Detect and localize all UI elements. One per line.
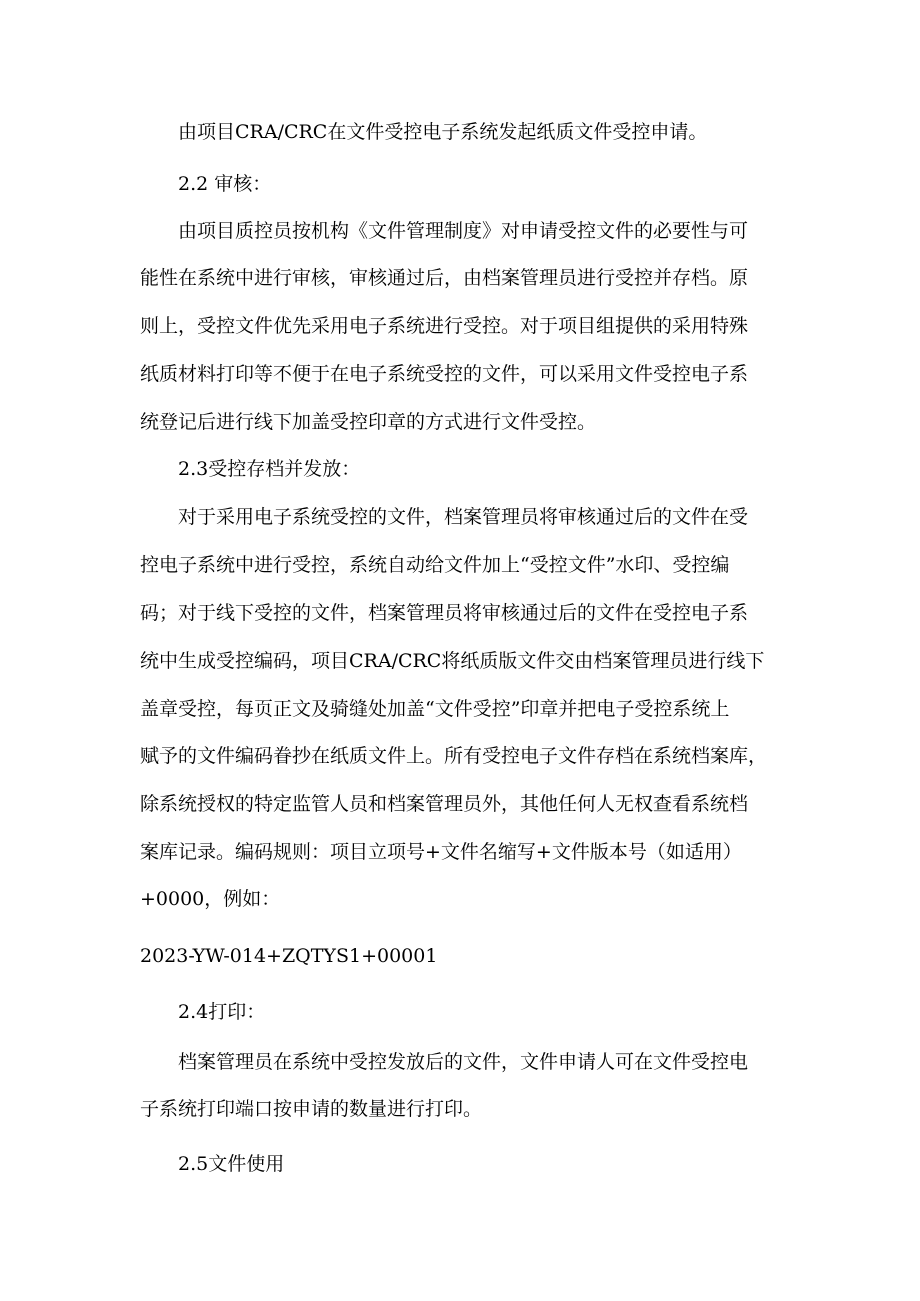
- paragraph-line: 赋予的文件编码眷抄在纸质文件上。所有受控电子文件存档在系统档案库，: [140, 745, 768, 767]
- section-heading: 2.3受控存档并发放：: [178, 458, 361, 480]
- paragraph-line: 除系统授权的特定监管人员和档案管理员外，其他任何人无权查看系统档: [140, 793, 749, 815]
- paragraph-line: 纸质材料打印等不便于在电子系统受控的文件，可以采用文件受控电子系: [140, 363, 749, 385]
- section-heading: 2.5文件使用: [178, 1153, 285, 1175]
- paragraph-line: 由项目质控员按机构《文件管理制度》对申请受控文件的必要性与可: [178, 220, 749, 242]
- code-example: 2023-YW-014+ZQTYS1+00001: [140, 945, 438, 967]
- paragraph-line: 由项目CRA/CRC在文件受控电子系统发起纸质文件受控申请。: [178, 121, 708, 143]
- section-heading: 2.2 审核：: [178, 173, 272, 195]
- paragraph-line: 统中生成受控编码，项目CRA/CRC将纸质版文件交由档案管理员进行线下: [140, 650, 765, 672]
- paragraph-line: 案库记录。编码规则：项目立项号+文件名缩写+文件版本号（如适用）: [140, 841, 742, 863]
- paragraph-line: 子系统打印端口按申请的数量进行打印。: [140, 1098, 483, 1120]
- paragraph-line: 统登记后进行线下加盖受控印章的方式进行文件受控。: [140, 411, 597, 433]
- section-heading: 2.4打印：: [178, 1001, 266, 1023]
- paragraph-line: +0000，例如：: [140, 888, 281, 910]
- paragraph-line: 控电子系统中进行受控，系统自动给文件加上“受控文件”水印、受控编: [140, 554, 730, 576]
- paragraph-line: 则上，受控文件优先采用电子系统进行受控。对于项目组提供的采用特殊: [140, 315, 749, 337]
- paragraph-line: 档案管理员在系统中受控发放后的文件，文件申请人可在文件受控电: [178, 1051, 749, 1073]
- paragraph-line: 对于采用电子系统受控的文件，档案管理员将审核通过后的文件在受: [178, 506, 749, 528]
- paragraph-line: 能性在系统中进行审核，审核通过后，由档案管理员进行受控并存档。原: [140, 267, 749, 289]
- paragraph-line: 码；对于线下受控的文件，档案管理员将审核通过后的文件在受控电子系: [140, 602, 749, 624]
- paragraph-line: 盖章受控，每页正文及骑缝处加盖“文件受控”印章并把电子受控系统上: [140, 698, 730, 720]
